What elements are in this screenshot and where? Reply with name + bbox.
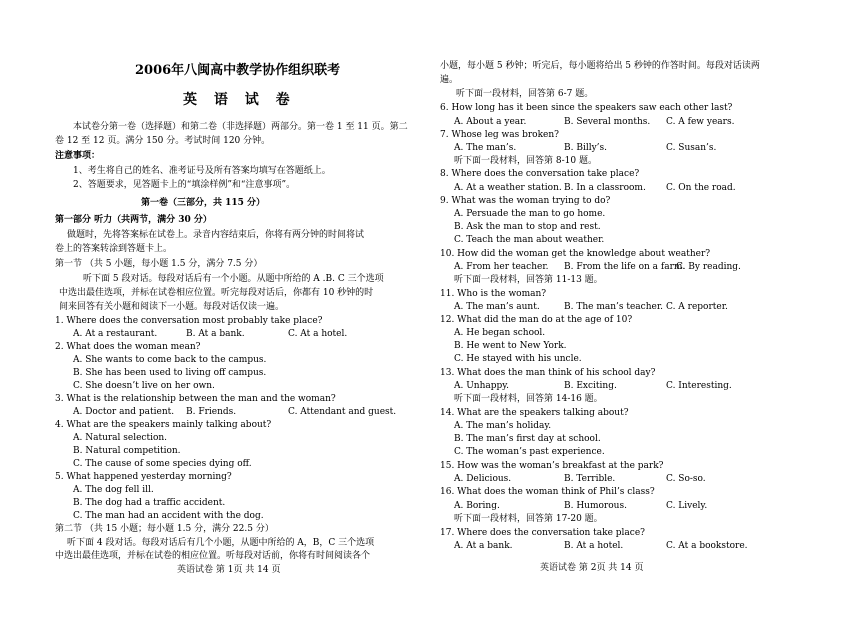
- instruction-line: 听下面 4 段对话。每段对话后有几个小题，从题中所给的 A，B，C 三个选项: [67, 538, 375, 548]
- material-heading: 听下面一段材料，回答第 6-7 题。: [456, 89, 594, 99]
- question-text: 2. What does the woman mean?: [55, 342, 201, 352]
- option-a: A. He began school.: [454, 328, 546, 338]
- option-c: C. He stayed with his uncle.: [454, 354, 582, 364]
- option-c: C. So-so.: [666, 474, 706, 484]
- option-b: B. Billy’s.: [564, 143, 608, 153]
- option-a: A. From her teacher.: [454, 262, 549, 272]
- exam-subtitle: 英 语 试 卷: [183, 92, 296, 108]
- page-footer: 英语试卷 第 2页 共 14 页: [540, 563, 644, 573]
- option-c: C. At a hotel.: [288, 329, 348, 339]
- instruction-line: 遍。: [440, 75, 459, 85]
- instruction-line: 小题，每小题 5 秒钟；听完后，每小题将给出 5 秒钟的作答时间。每段对话读两: [440, 61, 760, 71]
- option-b: B. The dog had a traffic accident.: [73, 498, 226, 508]
- question-text: 5. What happened yesterday morning?: [55, 472, 232, 482]
- option-b: B. Ask the man to stop and rest.: [454, 222, 601, 232]
- option-c: C. A few years.: [666, 117, 735, 127]
- option-c: C. She doesn’t live on her own.: [73, 381, 215, 391]
- option-b: B. At a bank.: [186, 329, 245, 339]
- instruction-line: 卷上的答案转涂到答题卡上。: [55, 244, 173, 254]
- option-b: B. Natural competition.: [73, 446, 181, 456]
- instruction-line: 中选出最佳选项，并标在试卷相应位置。听完每段对话后，你都有 10 秒钟的时: [59, 288, 374, 298]
- option-b: B. From the life on a farm.: [564, 262, 686, 272]
- option-a: A. At a weather station.: [454, 183, 562, 193]
- material-heading: 听下面一段材料，回答第 11-13 题。: [454, 275, 603, 285]
- question-text: 7. Whose leg was broken?: [440, 130, 559, 140]
- question-text: 12. What did the man do at the age of 10?: [440, 315, 633, 325]
- option-b: B. The man’s first day at school.: [454, 434, 601, 444]
- notice-heading: 注意事项：: [55, 151, 101, 161]
- option-a: A. She wants to come back to the campus.: [73, 355, 267, 365]
- option-a: A. Unhappy.: [454, 381, 510, 391]
- option-c: C. Attendant and guest.: [288, 407, 397, 417]
- option-c: C. Lively.: [666, 501, 708, 511]
- option-b: B. Terrible.: [564, 474, 616, 484]
- question-text: 17. Where does the conversation take place?: [440, 528, 645, 538]
- option-a: A. The man’s holiday.: [454, 421, 552, 431]
- option-c: C. By reading.: [676, 262, 741, 272]
- question-text: 16. What does the woman think of Phil’s class?: [440, 487, 655, 497]
- option-a: A. About a year.: [454, 117, 527, 127]
- option-a: A. Doctor and patient.: [73, 407, 175, 417]
- material-heading: 听下面一段材料，回答第 8-10 题。: [454, 156, 597, 166]
- option-a: A. Boring.: [454, 501, 500, 511]
- question-text: 10. How did the woman get the knowledge about weather?: [440, 249, 711, 259]
- option-c: C. Susan’s.: [666, 143, 717, 153]
- question-text: 13. What does the man think of his school day?: [440, 368, 656, 378]
- option-c: C. On the road.: [666, 183, 736, 193]
- option-a: A. Persuade the man to go home.: [454, 209, 606, 219]
- section-heading: 第二节 （共 15 小题；每小题 1.5 分，满分 22.5 分）: [55, 524, 274, 534]
- part-heading: 第一部分 听力（共两节，满分 30 分）: [55, 215, 212, 225]
- option-c: C. At a bookstore.: [666, 541, 748, 551]
- option-b: B. At a hotel.: [564, 541, 624, 551]
- option-a: A. Natural selection.: [73, 433, 168, 443]
- volume-heading: 第一卷（三部分，共 115 分）: [141, 198, 266, 208]
- option-b: B. He went to New York.: [454, 341, 567, 351]
- question-text: 14. What are the speakers talking about?: [440, 408, 629, 418]
- option-c: C. The man had an accident with the dog.: [73, 511, 264, 521]
- option-a: A. The man’s.: [454, 143, 517, 153]
- option-c: C. The woman’s past experience.: [454, 447, 605, 457]
- question-text: 11. Who is the woman?: [440, 289, 547, 299]
- option-c: C. The cause of some species dying off.: [73, 459, 252, 469]
- question-text: 8. Where does the conversation take place?: [440, 169, 640, 179]
- question-text: 15. How was the woman’s breakfast at the park?: [440, 461, 664, 471]
- instruction-line: 听下面 5 段对话。每段对话后有一个小题。从题中所给的 A .B. C 三个选项: [83, 274, 384, 284]
- question-text: 6. How long has it been since the speakers saw each other last?: [440, 103, 733, 113]
- intro-line: 卷 12 至 12 页。满分 150 分。考试时间 120 分钟。: [55, 136, 271, 146]
- notice-item: 2、答题要求，见答题卡上的“填涂样例”和“注意事项”。: [73, 180, 296, 190]
- option-c: C. Teach the man about weather.: [454, 235, 605, 245]
- option-b: B. Exciting.: [564, 381, 617, 391]
- instruction-line: 间来回答有关小题和阅读下一小题。每段对话仅读一遍。: [59, 302, 285, 312]
- option-a: A. The man’s aunt.: [454, 302, 540, 312]
- question-text: 9. What was the woman trying to do?: [440, 196, 611, 206]
- option-a: A. At a restaurant.: [73, 329, 158, 339]
- notice-item: 1、考生将自己的姓名、准考证号及所有答案均填写在答题纸上。: [73, 166, 331, 176]
- exam-title: 2006年八闽高中教学协作组织联考: [135, 63, 341, 78]
- option-a: A. The dog fell ill.: [73, 485, 154, 495]
- option-b: B. She has been used to living off campus.: [73, 368, 267, 378]
- material-heading: 听下面一段材料，回答第 14-16 题。: [454, 394, 603, 404]
- section-heading: 第一节 （共 5 小题，每小题 1.5 分，满分 7.5 分）: [55, 259, 263, 269]
- instruction-line: 中选出最佳选项，并标在试卷的相应位置。听每段对话前，你将有时间阅读各个: [55, 551, 371, 561]
- option-b: B. Several months.: [564, 117, 651, 127]
- option-b: B. In a classroom.: [564, 183, 646, 193]
- option-b: B. Friends.: [186, 407, 237, 417]
- option-c: C. A reporter.: [666, 302, 728, 312]
- option-a: A. At a bank.: [454, 541, 513, 551]
- option-b: B. The man’s teacher.: [564, 302, 664, 312]
- material-heading: 听下面一段材料，回答第 17-20 题。: [454, 514, 603, 524]
- option-c: C. Interesting.: [666, 381, 732, 391]
- intro-line: 本试卷分第一卷（选择题）和第二卷（非选择题）两部分。第一卷 1 至 11 页。第二: [73, 122, 408, 132]
- question-text: 4. What are the speakers mainly talking about?: [55, 420, 272, 430]
- option-a: A. Delicious.: [454, 474, 512, 484]
- instruction-line: 做题时，先将答案标在试卷上。录音内容结束后，你将有两分钟的时间将试: [67, 230, 365, 240]
- question-text: 1. Where does the conversation most probably take place?: [55, 316, 323, 326]
- page-footer: 英语试卷 第 1页 共 14 页: [177, 565, 281, 575]
- question-text: 3. What is the relationship between the man and the woman?: [55, 394, 336, 404]
- option-b: B. Humorous.: [564, 501, 627, 511]
